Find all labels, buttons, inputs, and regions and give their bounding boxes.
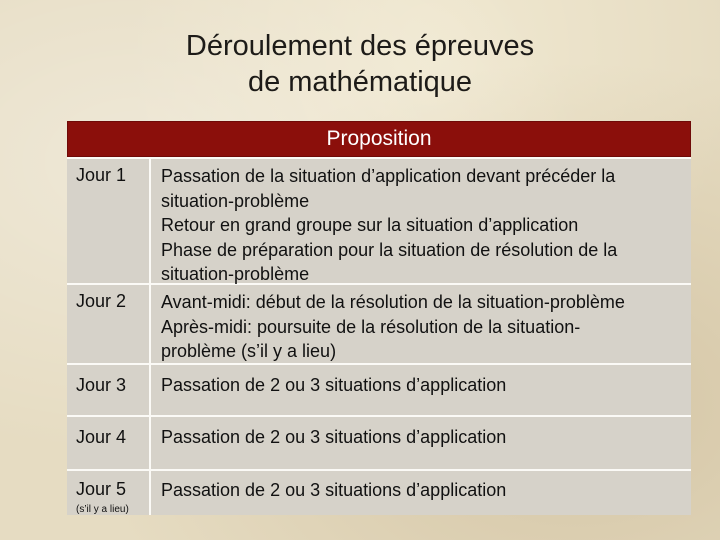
day-label: Jour 2 [76, 291, 127, 311]
description-cell [151, 417, 691, 469]
table-row-jour-4 [67, 415, 691, 469]
title-line-2: de mathématique [247, 66, 473, 98]
description-line: Passation de la situation d’application devant précéder la [161, 166, 616, 186]
title-line-1: Déroulement des épreuves [185, 30, 535, 62]
day-label: Jour 3 [76, 375, 127, 395]
day-note: (s’il y a lieu) [76, 504, 129, 515]
description-cell [151, 365, 691, 415]
table-row-jour-5 [67, 469, 691, 515]
description-line: Avant-midi: début de la résolution de la situation-problème [161, 292, 625, 312]
description-line: problème (s’il y a lieu) [161, 341, 337, 361]
slide-title [0, 28, 720, 100]
description-line: Passation de 2 ou 3 situations d’application [161, 375, 507, 395]
description-line: situation-problème [161, 264, 310, 284]
day-cell [67, 159, 151, 283]
table-header: Proposition [67, 121, 691, 157]
day-label: Jour 5 [76, 479, 127, 499]
description-line: Après-midi: poursuite de la résolution de la situation- [161, 316, 581, 337]
description-cell [151, 285, 691, 363]
description-line: Retour en grand groupe sur la situation d’application [161, 215, 579, 235]
day-label: Jour 1 [76, 165, 127, 185]
description-line: Passation de 2 ou 3 situations d’application [161, 427, 507, 447]
day-cell [67, 365, 151, 415]
day-cell [67, 471, 151, 515]
day-label: Jour 4 [76, 427, 127, 447]
day-cell [67, 417, 151, 469]
description-line: Phase de préparation pour la situation de résolution de la [161, 239, 618, 260]
table-row-jour-3 [67, 363, 691, 415]
description-line: situation-problème [161, 190, 310, 211]
description-cell [151, 159, 691, 283]
table-row-jour-2 [67, 283, 691, 363]
description-cell [151, 471, 691, 515]
schedule-table [67, 121, 691, 517]
table-row-jour-1 [67, 157, 691, 283]
day-cell [67, 285, 151, 363]
description-line: Passation de 2 ou 3 situations d’application [161, 480, 507, 500]
